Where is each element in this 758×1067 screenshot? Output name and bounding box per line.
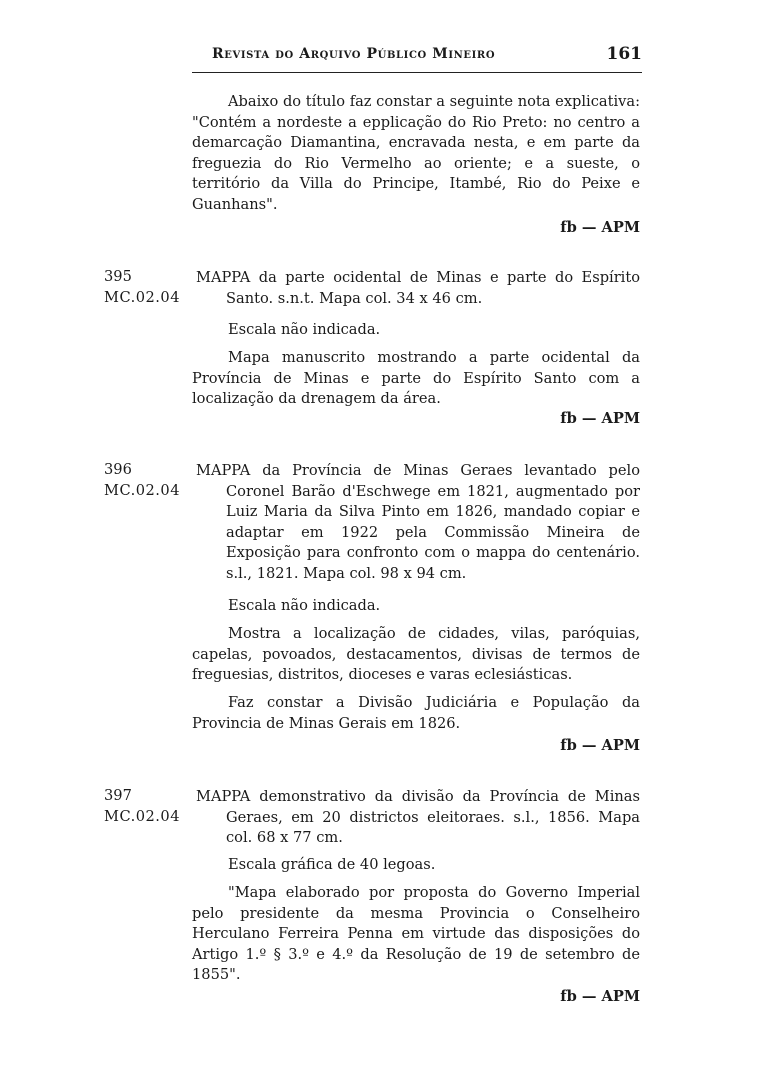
- entry-title: MAPPA da Província de Minas Geraes levantado pelo Coronel Barão d'Eschwege em 1821, augmentado por Luiz Maria da Silva Pinto em 1826, mandado copiar e adaptar em 1922 pela Commissão Mineira de Exposição para confronto com o mappa do centenário. s.l., 1821. Mapa col. 98 x 94 cm.: [196, 462, 640, 582]
- entry-title: MAPPA da parte ocidental de Minas e parte do Espírito Santo. s.n.t. Mapa col. 34 x 46 cm.: [196, 269, 640, 307]
- entry-code: MC.02.04: [104, 808, 181, 825]
- page-number: 161: [606, 44, 642, 64]
- entry-code: MC.02.04: [104, 482, 181, 499]
- entry-credit: fb — APM: [560, 988, 640, 1005]
- entry-credit: fb — APM: [560, 410, 640, 427]
- intro-credit: fb — APM: [560, 219, 640, 236]
- entry-scale: Escala não indicada.: [228, 597, 381, 614]
- entry-description: Mapa manuscrito mostrando a parte ocidental da Província de Minas e parte do Espírito Santo com a localização da drenagem da área.: [192, 349, 640, 407]
- entry-code: MC.02.04: [104, 289, 181, 306]
- entry-description-2: Faz constar a Divisão Judiciária e População da Provincia de Minas Gerais em 1826.: [192, 694, 640, 732]
- entry-scale: Escala gráfica de 40 legoas.: [228, 856, 436, 873]
- entry-title: MAPPA demonstrativo da divisão da Província de Minas Geraes, em 20 districtos eleitoraes. s.l., 1856. Mapa col. 68 x 77 cm.: [196, 788, 640, 846]
- entry-description: "Mapa elaborado por proposta do Governo Imperial pelo presidente da mesma Provincia o Conselheiro Herculano Ferreira Penna em virtude das disposições do Artigo 1.º § 3.º e 4.º da Resolução de 19 de setembro de 1855".: [192, 884, 640, 983]
- running-title: Revista do Arquivo Público Mineiro: [212, 46, 496, 62]
- entry-scale: Escala não indicada.: [228, 321, 381, 338]
- entry-number: 397: [104, 787, 132, 804]
- running-header: [192, 44, 642, 73]
- entry-number: 396: [104, 461, 132, 478]
- entry-credit: fb — APM: [560, 737, 640, 754]
- entry-description: Mostra a localização de cidades, vilas, paróquias, capelas, povoados, destacamentos, divisas de termos de freguesias, distritos, dioceses e varas eclesiásticas.: [192, 625, 640, 683]
- intro-note: Abaixo do título faz constar a seguinte nota explicativa: "Contém a nordeste a epplicação do Rio Preto: no centro a demarcação Diamantina, encravada nesta, e em parte da freguezia do Rio Vermelho ao oriente; e a sueste, o território da Villa do Principe, Itambé, Rio do Peixe e Guanhans".: [192, 93, 640, 213]
- entry-number: 395: [104, 268, 132, 285]
